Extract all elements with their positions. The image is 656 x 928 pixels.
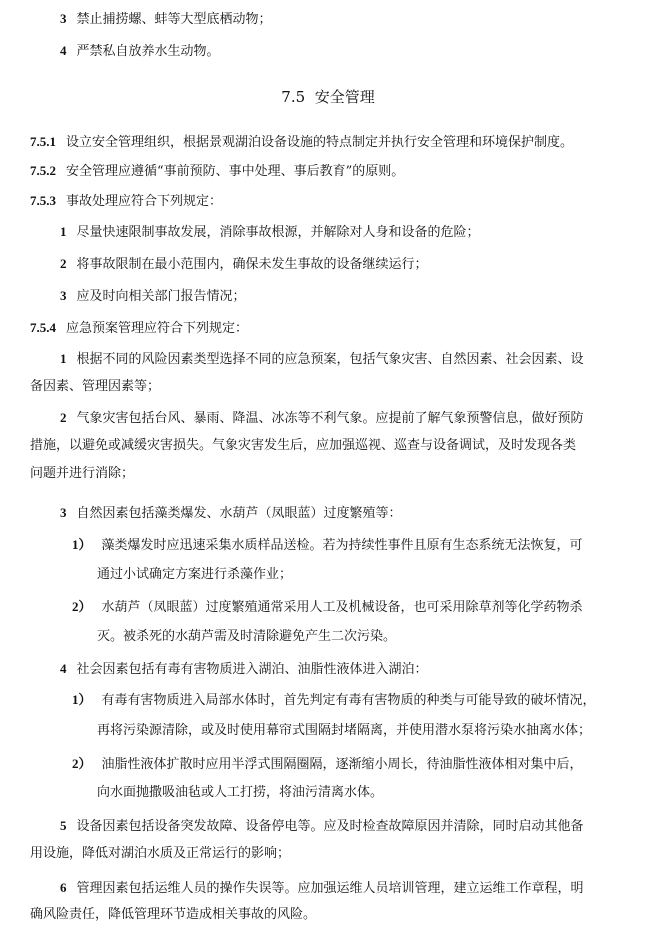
- sub-item-text: 油脂性液体扩散时应用半浮式围隔圈隔，逐渐缩小周长，待油脂性液体相对集中后，: [101, 757, 583, 772]
- item-continuation: 确风险责任，降低管理环节造成相关事故的风险。: [30, 907, 317, 922]
- section-number: 7.5: [281, 88, 306, 106]
- list-item: [60, 256, 428, 273]
- sub-item-text: 有毒有害物质进入局部水体时，首先判定有毒有害物质的种类与可能导致的破坏情况，: [101, 693, 596, 708]
- item-number: 3: [60, 11, 67, 26]
- clause-7-5-3: [30, 193, 222, 210]
- item-continuation: 措施，以避免或减缓灾害损失。气象灾害发生后，应加强巡视、巡查与设备调试，及时发现各类: [30, 438, 577, 453]
- list-item: [60, 288, 246, 305]
- item-text: 将事故限制在最小范围内，确保未发生事故的设备继续运行；: [76, 257, 428, 272]
- sub-item-text: 藻类爆发时应迅速采集水质样品送检。若为持续性事件且原有生态系统无法恢复，可: [101, 538, 583, 553]
- list-item: [60, 818, 584, 835]
- clause-text: 应急预案管理应符合下列规定：: [66, 321, 249, 336]
- item-text: 根据不同的风险因素类型选择不同的应急预案，包括气象灾害、自然因素、社会因素、设: [76, 352, 584, 367]
- sub-item: [72, 599, 583, 616]
- clause-7-5-4: [30, 320, 248, 337]
- clause-number: 7.5.4: [30, 320, 56, 335]
- sub-item-continuation: 向水面抛撒吸油毡或人工打捞，将油污清离水体。: [97, 785, 384, 800]
- item-text: 应及时向相关部门报告情况；: [76, 289, 246, 304]
- item-continuation: 备因素、管理因素等；: [30, 379, 161, 394]
- list-item: [60, 661, 428, 678]
- clause-number: 7.5.3: [30, 193, 56, 208]
- list-item: [60, 11, 272, 28]
- sub-item-number: 1）: [72, 537, 92, 552]
- list-item: [60, 351, 584, 368]
- sub-item: [72, 537, 583, 554]
- clause-7-5-2: [30, 163, 404, 180]
- item-text: 社会因素包括有毒有害物质进入湖泊、油脂性液体进入湖泊：: [76, 662, 428, 677]
- sub-item: [72, 692, 596, 709]
- section-title: [0, 88, 656, 106]
- item-text: 气象灾害包括台风、暴雨、降温、冰冻等不利气象。应提前了解气象预警信息，做好预防: [76, 411, 584, 426]
- clause-7-5-1: [30, 134, 573, 151]
- item-text: 管理因素包括运维人员的操作失误等。应加强运维人员培训管理，建立运维工作章程，明: [76, 881, 584, 896]
- item-number: 5: [60, 818, 67, 833]
- clause-text: 设立安全管理组织，根据景观湖泊设备设施的特点制定并执行安全管理和环境保护制度。: [66, 135, 574, 150]
- item-number: 4: [60, 43, 67, 58]
- sub-item-text: 水葫芦（凤眼蓝）过度繁殖通常采用人工及机械设备，也可采用除草剂等化学药物杀: [101, 600, 583, 615]
- clause-text: 事故处理应符合下列规定：: [66, 194, 223, 209]
- item-continuation: 问题并进行消除；: [30, 466, 135, 481]
- item-text: 禁止捕捞螺、蚌等大型底栖动物；: [76, 12, 272, 27]
- sub-item-number: 1）: [72, 692, 92, 707]
- list-item: [60, 880, 584, 897]
- sub-item-continuation: 灭。被杀死的水葫芦需及时清除避免产生二次污染。: [97, 629, 397, 644]
- item-number: 1: [60, 351, 67, 366]
- sub-item-continuation: 通过小试确定方案进行杀藻作业；: [97, 567, 293, 582]
- item-text: 自然因素包括藻类爆发、水葫芦（凤眼蓝）过度繁殖等：: [76, 506, 402, 521]
- item-number: 1: [60, 224, 67, 239]
- sub-item: [72, 756, 583, 773]
- item-number: 4: [60, 661, 67, 676]
- list-item: [60, 505, 402, 522]
- list-item: [60, 224, 480, 241]
- item-text: 严禁私自放养水生动物。: [76, 44, 220, 59]
- clause-number: 7.5.1: [30, 134, 56, 149]
- sub-item-number: 2）: [72, 756, 92, 771]
- clause-number: 7.5.2: [30, 163, 56, 178]
- sub-item-continuation: 再将污染源清除，或及时使用幕帘式围隔封堵隔离，并使用潜水泵将污染水抽离水体；: [97, 723, 592, 738]
- section-heading: 安全管理: [314, 88, 375, 106]
- item-continuation: 用设施，降低对湖泊水质及正常运行的影响；: [30, 846, 291, 861]
- item-number: 3: [60, 288, 67, 303]
- item-number: 2: [60, 256, 67, 271]
- item-text: 尽量快速限制事故发展，消除事故根源，并解除对人身和设备的危险；: [76, 225, 480, 240]
- sub-item-number: 2）: [72, 599, 92, 614]
- clause-text: 安全管理应遵循“事前预防、事中处理、事后教育”的原则。: [66, 164, 405, 179]
- list-item: [60, 43, 220, 60]
- item-number: 2: [60, 410, 67, 425]
- item-number: 3: [60, 505, 67, 520]
- item-number: 6: [60, 880, 67, 895]
- item-text: 设备因素包括设备突发故障、设备停电等。应及时检查故障原因并清除，同时启动其他备: [76, 819, 584, 834]
- list-item: [60, 410, 584, 427]
